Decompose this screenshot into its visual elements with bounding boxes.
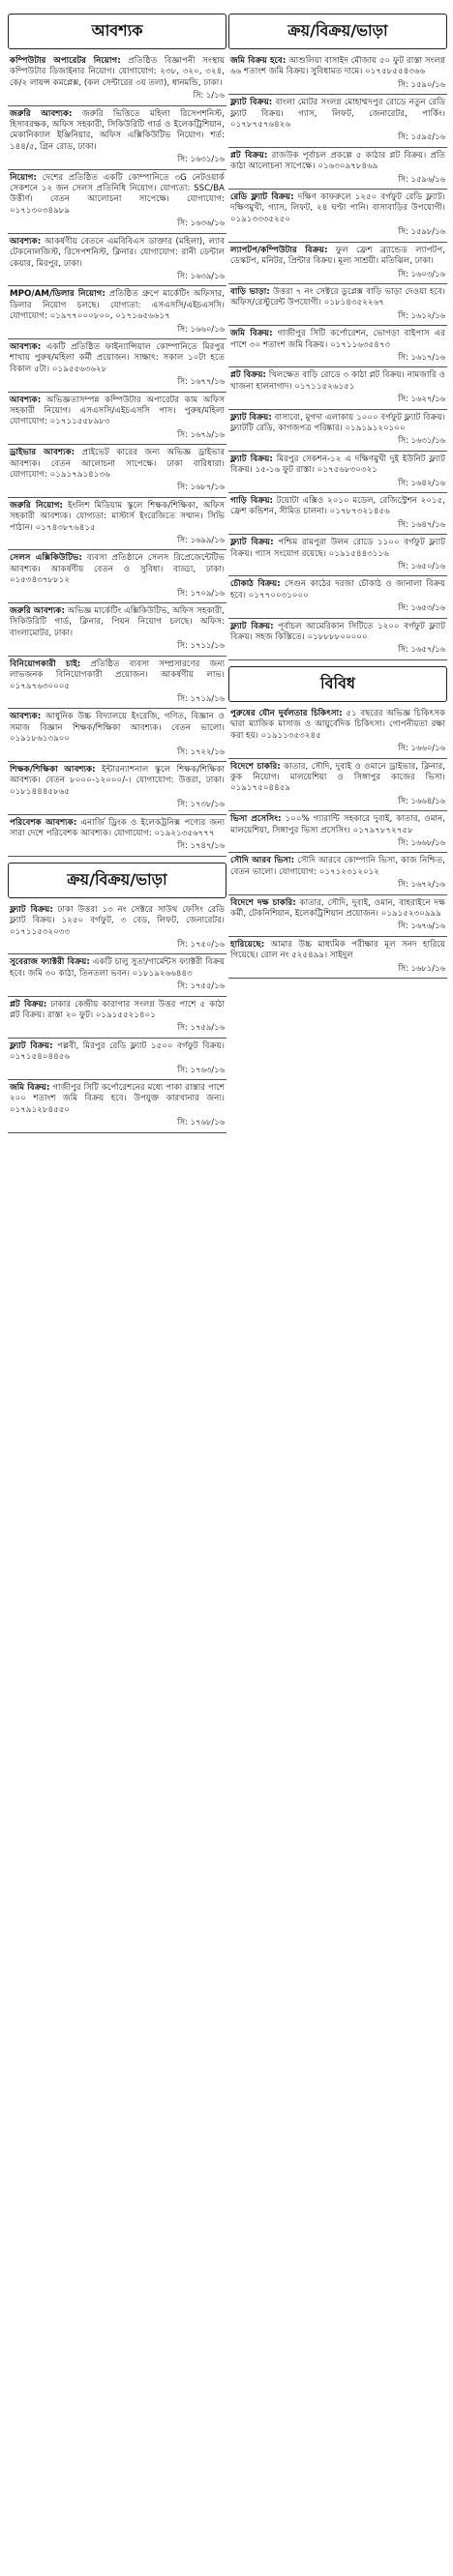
ad-body: অভিজ্ঞ মার্কেটিং এক্সিকিউটিভ, অফিস সহকারী, সিকিউরিটি গার্ড, ক্লিনার, পিয়ন নিয়োগ চলছে। অফিস: বাংলামোটর, ঢাকা। xyxy=(10,606,226,638)
ad-ref: সি: ১৬৭৭/১৬ xyxy=(177,376,225,387)
ad-body: প্রতিষ্ঠিত ব্যবসা সম্প্রসারণের জন্য লাভজনক বিনিয়োগকারী প্রয়োজন। আকর্ষণীয় লাভ। ০১৭৯৭৬৩০০০৫ xyxy=(10,659,225,691)
classified-ad xyxy=(228,759,447,812)
buy-sell-ads-right xyxy=(228,53,447,660)
ad-ref: সি: ১৭৬৩/১৬ xyxy=(177,1064,225,1074)
ad-body: ফুল ফ্রেশ ব্র্যান্ডেড ল্যাপটপ, ডেস্কটপ, মনিটর, প্রিন্টার বিক্রয়। মূল্য সাশ্রয়ী। মতিঝিল, ঢাকা। xyxy=(230,245,446,267)
ad-title: নিয়োগ: xyxy=(10,172,37,183)
ad-title: আবশ্যক: xyxy=(10,712,42,722)
ad-body: ১০০% গ্যারান্টি সহকারে দুবাই, কাতার, ওমান, মালয়েশিয়া, সিঙ্গাপুর ভিসা প্রসেসিং। ০১৭৯৭৮৭২৭৫৮ xyxy=(230,814,446,835)
ad-ref: সি: ১৬৫৩/১৬ xyxy=(398,602,445,613)
ad-title: শিক্ষক/শিক্ষিকা আবশ্যক: xyxy=(10,764,96,775)
ad-body: ইন্টারন্যাশনাল স্কুলে শিক্ষক/শিক্ষিকা আবশ্যক। বেতন ৮০০০-১২০০০/-। যোগাযোগ: উত্তরা, ঢাকা। ০১৮১৪৪৪৫৮৬৫ xyxy=(10,764,225,797)
ad-ref: সি: ১৬১৭/১৬ xyxy=(398,351,445,362)
section-header-wanted: আবশ্যক xyxy=(8,14,226,49)
ad-ref: সি: ১৬৩১/১৬ xyxy=(177,154,225,164)
buy-sell-ads-left xyxy=(8,902,226,1133)
ad-body: প্রাইভেট কারের জন্য অভিজ্ঞ ড্রাইভার আবশ্যক। বেতন আলোচনা সাপেক্ষে। ঢাকা বারিধারা। যোগাযোগ: ০১৯১৭৯১৪১৩৬ xyxy=(10,448,226,480)
ad-ref: সি: ১৬৪২/১৬ xyxy=(398,477,445,487)
ad-ref: সি: ১৬৭২/১৬ xyxy=(398,879,445,890)
ad-title: রেডি ফ্ল্যাট বিক্রয়: xyxy=(230,192,294,203)
ad-ref: সি: ১৬৬০/১৬ xyxy=(177,323,225,334)
ad-body: খিলক্ষেত বাড়ি রোডে ৩ কাঠা প্লট বিক্রয়। নামজারি ও খাজনা হালনাগাদ। ০১৭১১৫২৬১৫১ xyxy=(230,370,445,392)
ad-body: গাজীপুর সিটি কর্পোরেশনের মধ্যে পাকা রাস্তার পাশে ২০০ শতাংশ জমি বিক্রয় হবে। উপযুক্ত কারখানার জন্য। ০১৭৯১২৮৪৫৫০ xyxy=(10,1083,225,1115)
ad-ref: সি: ১৭০৯/১৬ xyxy=(177,587,225,598)
classified-ad xyxy=(8,286,226,339)
classified-ad xyxy=(8,815,226,857)
ad-ref: সি: ১৬১২/১৬ xyxy=(398,309,445,320)
ad-body: সেগুন কাঠের দরজা চৌকাঠ ও জানালা বিক্রয় হবে। ০১৭৭০০৩১০০০ xyxy=(230,579,446,600)
ad-title: ফ্ল্যাট বিক্রয়: xyxy=(230,412,272,423)
classified-ad xyxy=(228,895,447,937)
ad-body: আকর্ষণীয় বেতনে এমবিবিএস ডাক্তার (মহিলা), ল্যাব টেকনোলজিস্ট, রিসেপশনিস্ট, ক্লিনার। যোগাযোগ: রানী ডেন্টাল কেয়ার, মিরপুর, ঢাকা। xyxy=(10,236,225,269)
ad-ref: সি: ১৫৯৫/১৬ xyxy=(398,132,445,142)
ad-body: টয়োটা এক্সিও ২০১০ মডেল, রেজিস্ট্রেশন ২০১৫, ফ্রেশ কন্ডিশন, সীমিত চালনা। ০১৭৮৭৩২১৪৫৬ xyxy=(230,496,445,517)
ad-title: কম্পিউটার অপারেটর নিয়োগ: xyxy=(10,56,121,66)
ad-ref: সি: ১৬৫৭/১৬ xyxy=(398,644,445,655)
ad-body: আশুলিয়া বাসাইদ মৌজায় ৫০ ফুট রাস্তা সংলগ্ন ৬৬ শতাংশ জমি বিক্রয়। সুবিধামত দামে। ০১৭৫৮৫৫৪৩৬৬ xyxy=(230,56,445,77)
classified-ad xyxy=(8,445,226,498)
ad-ref: সি: ১৬৩৯/১৬ xyxy=(177,270,225,280)
ad-body: গাজীপুর সিটি কর্পোরেশন, ভোগড়া বাইপাস এর পাশে ৩০ শতাংশ জমি বিক্রয়। ০১৭১১৬৩৫৪৭৩ xyxy=(230,329,445,350)
ad-body: ঢাকার কেন্দ্রীয় কারাগার সংলগ্ন উত্তর পাশে ৫ কাঠা প্লট বিক্রয়। রাস্তা ২০ ফুট। ০১৯১৫৫২১৪০১ xyxy=(10,999,225,1021)
classified-ad xyxy=(8,53,226,106)
ad-title: জরুরি আবশ্যক: xyxy=(10,108,73,119)
ad-ref: সি: ১৭৫৫/১৬ xyxy=(177,981,225,991)
ad-title: ফ্ল্যাট বিক্রয়: xyxy=(230,621,274,631)
ad-ref: সি: ১৬৭৬/১৬ xyxy=(398,921,445,931)
classified-ad xyxy=(8,954,226,996)
classified-ad xyxy=(228,95,447,148)
ad-title: সেলস এক্সিকিউটিভ: xyxy=(10,553,82,564)
classified-ad xyxy=(8,762,226,815)
ad-title: গাড়ি বিক্রয়: xyxy=(230,496,274,506)
ad-title: আবশ্যক: xyxy=(10,341,42,352)
ad-title: ফ্ল্যাট বিক্রয়: xyxy=(10,904,53,915)
ad-ref: সি: ১৬৪৭/১৬ xyxy=(398,518,445,529)
ad-title: ড্রাইভার আবশ্যক: xyxy=(10,448,76,458)
classified-ad xyxy=(228,148,447,190)
ad-ref: সি: ১৭৪৭/১৬ xyxy=(177,840,225,851)
classified-ad xyxy=(8,393,226,446)
ad-body: আমার উচ্চ মাধ্যমিক পরীক্ষার মূল সনদ হারিয়ে গিয়েছে। রোল নং ৫২৫৪৯৯। সাইদুল xyxy=(230,939,446,961)
ad-ref: সি: ১৭৬৮/১৬ xyxy=(177,1117,225,1127)
classified-ad xyxy=(8,1039,226,1080)
ad-title: বিদেশে দক্ষ চাকরি: xyxy=(230,897,296,908)
classified-ad xyxy=(228,410,447,452)
classified-ad xyxy=(228,190,447,243)
classified-ad xyxy=(228,493,447,535)
ad-ref: সি: ১৬৯৯/১৬ xyxy=(177,535,225,545)
ad-title: জমি বিক্রয়: xyxy=(230,329,273,339)
ad-ref: সি: ১৫৯০/১৬ xyxy=(398,78,445,89)
ad-title: জরুরি আবশ্যক: xyxy=(10,606,65,617)
ad-title: বিনিয়োগকারী চাই: xyxy=(10,659,81,669)
ad-title: বাড়ি ভাড়া: xyxy=(230,286,270,297)
ad-ref: সি: ১৫৯৮/১৬ xyxy=(398,226,445,237)
ad-ref: সি: ১৭২২/১৬ xyxy=(177,746,225,756)
classified-ad xyxy=(228,367,447,409)
classified-ad xyxy=(8,339,226,393)
classified-ad xyxy=(228,243,447,284)
ad-body: রাজউক পূর্বাচল প্রকল্পে ৫ কাঠার প্লট বিক্রয়। প্রতি কাঠা আলোচনা সাপেক্ষে। ০১৬৩০৯৭৮৪৬৯ xyxy=(230,150,445,172)
classified-ad xyxy=(228,811,447,853)
ad-ref: সি: ১৭১৯/১৬ xyxy=(177,692,225,703)
ad-body: বাংলা মোটর সংলগ্ন মোহাম্মদপুর রোডে নতুন রেডি ফ্ল্যাট বিক্রয়। গ্যাস, লিফট, জেনারেটর, পার্কিং। ০১৭৮৭৫৭৬৪২৬ xyxy=(230,98,445,131)
ad-ref: সি: ১৬৮৭/১৬ xyxy=(177,482,225,492)
ad-ref: সি: ১৭৩৮/১৬ xyxy=(177,799,225,809)
wanted-ads xyxy=(8,53,226,857)
section-header-buy-sell-right: ক্রয়/বিক্রয়/ভাড়া xyxy=(228,14,447,49)
ad-body: কাতার, সৌদি, দুবাই, ওমান, বাহরাইনে দক্ষ কর্মী, টেকনিশিয়ান, ইলেকট্রিশিয়ান প্রয়োজন। ০১৯১৫২৩০৯৯৯ xyxy=(230,897,445,919)
ad-title: সৌদি আরব ভিসা: xyxy=(230,856,295,866)
ad-body: পূর্বাচল আমেরিকান সিটিতে ১২০০ বর্গফুট ফ্ল্যাট বিক্রয়। সহজ কিস্তিতে। ০১৮৮৮৮০০০০০ xyxy=(230,621,445,643)
ad-title: MPO/AM/ডিলার নিয়োগ: xyxy=(10,289,106,300)
misc-ads xyxy=(228,706,447,979)
classified-ad xyxy=(8,709,226,762)
ad-body: ইংলিশ মিডিয়াম স্কুলে শিক্ষক/শিক্ষিকা, অফিস সহকারী আবশ্যক। যোগ্যতা: মাস্টার্স ইংরেজিতে সম্মান। সিভি পাঠান। ০১৭৪৩৮৭৬৪১৫ xyxy=(10,500,225,533)
classified-ad xyxy=(8,997,226,1039)
ad-title: ল্যাপটপ/কম্পিউটার বিক্রয়: xyxy=(230,245,328,255)
ad-body: উত্তরা ৭ নং সেক্টরে ডুপ্লেক্স বাড়ি ভাড়া দেওয়া হবে। অফিস/রেস্টুরেন্ট উপযোগী। ০১৮১৪৩৫২২৬৭ xyxy=(230,286,445,308)
ad-title: পরিবেশক আবশ্যক: xyxy=(10,817,77,828)
ad-title: ফ্ল্যাট বিক্রয়: xyxy=(230,538,274,548)
ad-ref: সি: ১/১৬ xyxy=(193,90,225,101)
classified-ad xyxy=(8,902,226,955)
ad-title: পুরুষের যৌন দুর্বলতার চিকিৎসা: xyxy=(230,708,343,718)
ad-title: বিদেশে চাকরি: xyxy=(230,761,281,772)
ad-title: হারিয়েছে: xyxy=(230,939,265,950)
ad-body: প্রতিষ্ঠিত বিজ্ঞাপনী সংস্থায় কম্পিউটার ডিজাইনার নিয়োগ। যোগাযোগ: ২৩৮, ৩২০, ৩২৪, কে/২ লায়ন্স কমপ্লেক্স, (কল সেন্টারের ৩য় তলা), ধানমন্ডি, ঢাকা। xyxy=(10,56,226,88)
ad-ref: সি: ১৬২৭/১৬ xyxy=(398,394,445,404)
classified-ad xyxy=(8,657,226,710)
ad-body: জরুরি ভিত্তিতে মহিলা রিসেপশনিস্ট, হিসাবরক্ষক, অফিস সহকারী, সিকিউরিটি গার্ড ও ইলেকট্রিশিয়ান, মেকানিক্যাল ইঞ্জিনিয়ার, অফিস এক্সিকিউটিভ নিয়োগ। শর্ত: ১৪৪/৫, গ্রিন রোড, ঢাকা। xyxy=(10,108,225,152)
ad-body: মিরপুর সেকশন-১২ এ দক্ষিণমুখী দুই ইউনিট ফ্ল্যাট বিক্রয়। ১৫-১৬ ফুট রাস্তা। ০১৭৫৬৮৩০৩২১ xyxy=(230,454,445,476)
classified-ad xyxy=(228,576,447,618)
ad-title: প্লট বিক্রয়: xyxy=(230,150,268,161)
classified-ad xyxy=(8,234,226,287)
ad-ref: সি: ১৬৬০/১৬ xyxy=(398,743,445,753)
classified-ad xyxy=(228,326,447,367)
ad-title: জমি বিক্রয় হবে: xyxy=(230,56,287,66)
section-header-misc: বিবিধ xyxy=(228,666,447,702)
ad-body: দক্ষিণ কাফরুলে ১২৫০ বর্গফুট রেডি ফ্ল্যাট। দক্ষিণমুখী, গ্যাস, লিফট, ২৪ ঘণ্টা পানি। বাসাবাড়ির উপযোগী। ০১৯১৩৩৩৫২৫০ xyxy=(230,192,445,224)
ad-body: বাসাবো, মুগদা এলাকায় ১০০০ বর্গফুট ফ্ল্যাট বিক্রয়। ফ্ল্যাটটি রেডি, কাগজপত্র পরিষ্কার। ০১৯১৯১২০১০০ xyxy=(230,412,445,433)
classified-ad xyxy=(228,853,447,894)
ad-title: জরুরি নিয়োগ: xyxy=(10,500,64,511)
ad-body: দেশের প্রতিষ্ঠিত একটি কোম্পানিতে ৩G নেটওয়ার্ক সেকশনে ১২ জন সেলস প্রতিনিধি নিয়োগ। যোগ্যতা: SSC/BA উত্তীর্ণ। বেতন আলোচনা সাপেক্ষে। যোগাযোগ: ০১৭১৩০৩৪৯৮৯ xyxy=(10,172,226,216)
classified-ad xyxy=(228,535,447,576)
ad-ref: সি: ১৬৮১/১৬ xyxy=(398,962,445,973)
ad-title: প্লট বিক্রয়: xyxy=(10,999,47,1010)
ad-body: সৌদি আরবে কোম্পানি ভিসা, কাজ নিশ্চিত, বেতন ভালো। যোগাযোগ: ০১৭১২৩১২০১২ xyxy=(230,856,445,877)
classified-ad xyxy=(8,498,226,551)
ad-title: প্লট বিক্রয়: xyxy=(230,370,266,381)
classified-ad xyxy=(8,106,226,170)
ad-body: ৫১ বছরের অভিজ্ঞ চিকিৎসক দ্বারা ম্যাজিক মাসাজ ও আয়ুর্বেদিক চিকিৎসা। গোপনীয়তা রক্ষা করা হয়। ০১৯১১৩৫৩২৪৫ xyxy=(230,708,446,741)
classified-ad xyxy=(228,452,447,493)
ad-body: আধুনিক উচ্চ বিদ্যালয়ে ইংরেজি, গণিত, বিজ্ঞান ও সমাজ বিজ্ঞান শিক্ষক/শিক্ষিকা আবশ্যক। বেতন ভালো। ০১৯১৮৬১৩৯০০ xyxy=(10,712,225,745)
classified-ad xyxy=(228,619,447,660)
ad-ref: সি: ১৬৬৮/১৬ xyxy=(398,836,445,847)
ad-ref: সি: ১৭৫৯/১৬ xyxy=(177,1022,225,1033)
ad-ref: সি: ১৭১১/১৬ xyxy=(177,640,225,651)
ad-body: এনার্জি ড্রিংক ও ইলেকট্রনিক্স পণ্যের জন্য সারা দেশে পরিবেশক আবশ্যক। যোগাযোগ: ০১৯২১৩৫৬৭৭৭ xyxy=(10,817,225,838)
ad-title: সুবেরাজ ফ্যাক্টরী বিক্রয়: xyxy=(10,957,90,968)
classified-ad xyxy=(228,937,447,979)
ad-body: ব্যবসা প্রতিষ্ঠানে সেলস রিপ্রেজেন্টেটিভ আবশ্যক। আকর্ষণীয় বেতন ও সুবিধা। বাড্ডা, ঢাকা। ০১৫৩৪৩৭৮৮১২ xyxy=(10,553,225,586)
ad-body: ঢাকা উত্তরা ১৩ নং সেক্টরে সাউথ ফেসিং রেডি ফ্ল্যাট বিক্রয়। ১২৫০ বর্গফুট, ৩ বেড, লিফট, জেনারেটর। ০১৭১১৫৩২০৩৩ xyxy=(10,904,225,937)
classified-ad xyxy=(8,170,226,234)
ad-ref: সি: ১৬৭৯/১৬ xyxy=(177,428,225,439)
ad-body: প্রতিষ্ঠিত গ্রুপে মার্কেটিং অফিসার, ডিলার নিয়োগ চলছে। যোগ্যতা: এসএসসি/এইচএসসি। যোগাযোগ: ০১৯৭৭০০০৮০০, ০১৭১৬৫৬৬১৭ xyxy=(10,289,225,322)
ad-ref: সি: ১৬৬৪/১৬ xyxy=(398,795,445,805)
right-column xyxy=(228,8,447,979)
ad-ref: সি: ১৬০৩/১৬ xyxy=(398,268,445,278)
ad-body: পল্লবী, মিরপুর রেডি ফ্ল্যাট ১৫০০ বর্গফুট বিক্রয়। ০১৭১৫৪০৪৪৫৬ xyxy=(10,1040,225,1063)
ad-ref: সি: ১৬৩৬/১৬ xyxy=(177,218,225,228)
ad-title: ফ্ল্যাট বিক্রয়: xyxy=(10,1040,53,1051)
ad-title: চৌকাঠ বিক্রয়: xyxy=(230,579,281,590)
left-column xyxy=(8,8,226,1133)
ad-body: অভিজ্ঞতাসম্পন্ন কম্পিউটার অপারেটর কাম অফিস সহকারী নিয়োগ। এসএসসি/এইচএসসি পাস। পুরুষ/মহিলা যোগাযোগ: ০১৭১১৫৫৮৯৮৩ xyxy=(10,395,225,427)
classified-ad xyxy=(228,53,447,95)
ad-title: আবশ্যক: xyxy=(10,395,42,405)
ad-body: কাতার, সৌদি, দুবাই ও ওমানে ড্রাইভার, ক্লিনার, কুক নিয়োগ। মালয়েশিয়া ও সিঙ্গাপুর কাজের ভিসা। ০১৯১৭৫০৪৪৫৯ xyxy=(230,761,445,794)
ad-ref: সি: ১৫৯৬/১৬ xyxy=(398,173,445,184)
ad-body: পশ্চিম রামপুরা উলন রোডে ১১০০ বর্গফুট ফ্ল্যাট বিক্রয়। গ্যাস সংযোগ রয়েছে। ০১৯১৫৪৪৩১১৬ xyxy=(230,538,445,559)
ad-title: ভিসা প্রসেসিং: xyxy=(230,814,282,825)
ad-body: একটি চালু সুতা/গার্মেন্টস ফ্যাক্টরী বিক্রয় হবে। জমি ৩০ কাঠা, তিনতলা ভবন। ০১৮১৯২৬৬৪৪৩ xyxy=(10,957,225,979)
ad-title: আবশ্যক: xyxy=(10,236,42,247)
ad-title: ফ্ল্যাট বিক্রয়: xyxy=(230,454,273,464)
classified-ad xyxy=(8,603,226,657)
ad-title: ফ্ল্যাট বিক্রয়: xyxy=(230,98,273,108)
ad-body: একটি প্রতিষ্ঠিত ফাইন্যান্সিয়াল কোম্পানিতে মিরপুর শাখায় পুরুষ/মহিলা কর্মী প্রয়োজন। সাক্ষাৎ: সকাল ১০টা হতে বিকাল ৫টা। ০১৯৫৫৬৩৬২৮ xyxy=(10,341,225,374)
classified-ad xyxy=(8,1080,226,1133)
classified-ad xyxy=(228,706,447,759)
ad-ref: সি: ১৬৩১/১৬ xyxy=(398,435,445,446)
ad-ref: সি: ১৬৫০/১৬ xyxy=(398,561,445,571)
section-header-buy-sell-left: ক্রয়/বিক্রয়/ভাড়া xyxy=(8,863,226,898)
classified-ad xyxy=(228,284,447,326)
ad-ref: সি: ১৭৫০/১৬ xyxy=(177,939,225,949)
classified-ad xyxy=(8,550,226,603)
ad-title: জমি বিক্রয়: xyxy=(10,1083,50,1094)
